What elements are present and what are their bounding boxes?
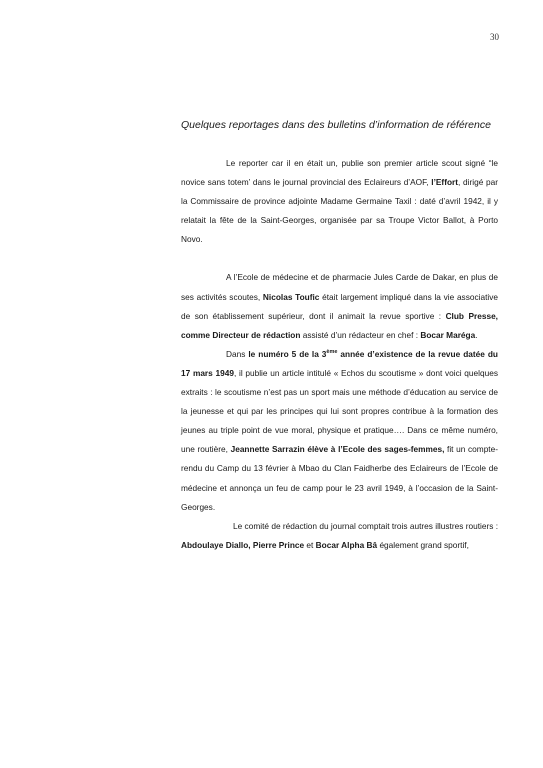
paragraph-3 (181, 345, 498, 517)
paragraph-1-text-2: , dirigé par la Commissaire de province adjointe Madame Germaine Taxil : daté d’avril 1942, il y relatait la fête de la Saint-Georges, organisée par sa Troupe Victor Ballot, à Porto Novo. (181, 177, 498, 245)
paragraph-4 (181, 517, 498, 555)
paragraph-1 (181, 154, 498, 249)
paragraph-4-bold-2: Bocar Alpha Bâ (315, 539, 378, 550)
paragraph-2-bold-2: Club Presse, comme Directeur de rédaction (181, 310, 498, 340)
paragraph-3-bold-1: le numéro 5 de la 3 (248, 348, 327, 359)
paragraph-3-text-2: , il publie un article intitulé « Echos du scoutisme » dont voici quelques extraits : le scoutisme n’est pas un sport mais une méthode d’éducation au service de la jeunesse et qui par les principes qui lui sont propres contribue à la formation des jeunes au triple point de vue moral, physique et pratique…. Dans ce même numéro, une routière, (181, 367, 498, 455)
paragraph-4-text-3: également grand sportif, (377, 539, 469, 550)
paragraph-2-text-4: . (475, 329, 478, 340)
paragraph-3-bold-2: année d’existence de la revue datée du 17 mars 1949 (181, 348, 498, 378)
paragraph-1-text-1: Le reporter car il en était un, publie son premier article scout signé “le novice sans totem’ dans le journal provincial des Eclaireurs d’AOF, (181, 158, 498, 188)
page-body (181, 118, 498, 555)
paragraph-2-text-2: était largement impliqué dans la vie associative de son établissement supérieur, dont il animait la revue sportive : (181, 291, 498, 321)
paragraph-2-bold-3: Bocar Maréga (420, 329, 476, 340)
paragraph-2 (181, 268, 498, 344)
paragraph-1-bold-1: l’Effort (431, 177, 459, 188)
paragraph-2-bold-1: Nicolas Toufic (262, 291, 320, 302)
section-heading: Quelques reportages dans des bulletins d’information de référence (181, 119, 491, 131)
page-number: 30 (490, 32, 499, 42)
paragraph-4-text-2: et (304, 539, 316, 550)
paragraph-3-superscript (326, 349, 337, 355)
paragraph-3-superscript-text: ème (326, 348, 338, 355)
paragraph-gap (181, 249, 498, 268)
paragraph-4-bold-1: Abdoulaye Diallo, Pierre Prince (181, 539, 305, 550)
paragraph-2-text-1: A l’Ecole de médecine et de pharmacie Jules Carde de Dakar, en plus de ses activités scoutes, (181, 272, 498, 302)
paragraph-4-text-1: Le comité de rédaction du journal comptait trois autres illustres routiers : (233, 520, 498, 531)
paragraph-3-text-1: Dans (226, 348, 249, 359)
paragraph-2-text-3: assisté d’un rédacteur en chef : (300, 329, 421, 340)
paragraph-3-text-3: fit un compte-rendu du Camp du 13 février à Mbao du Clan Faidherbe des Eclaireurs de l’Ecole de médecine et annonça un feu de camp pour le 23 avril 1949, à l’occasion de la Saint-Georges. (181, 444, 498, 512)
paragraph-3-bold-3: Jeannette Sarrazin élève à l’Ecole des sages-femmes, (230, 444, 445, 455)
